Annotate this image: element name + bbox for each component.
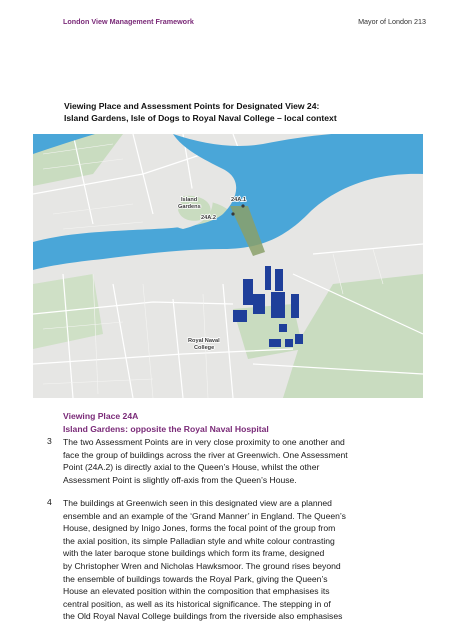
running-header-title: London View Management Framework (63, 17, 194, 26)
figure-title-line-1: Viewing Place and Assessment Points for Designated View 24: (64, 101, 320, 111)
map-graphic (33, 134, 423, 398)
local-context-map (33, 134, 423, 398)
map-label-gardens: Gardens (178, 204, 201, 210)
paragraph-line: face the group of buildings across the river at Greenwich. One Assessment (63, 449, 348, 460)
paragraph-line: The buildings at Greenwich seen in this designated view are a planned (63, 498, 332, 508)
assessment-point-24A1-marker (241, 204, 244, 207)
paragraph-line: ensemble and an example of the ‘Grand Manner’ in England. The Queen’s (63, 510, 346, 521)
paragraph-line: House, designed by Inigo Jones, forms the focal point of the group from (63, 523, 336, 534)
section-heading: Viewing Place 24A (63, 411, 139, 421)
map-label-college: College (194, 345, 215, 351)
paragraph-line: the ensemble of buildings towards the Royal Park, giving the Queen’s (63, 573, 328, 584)
paragraph-line: with the later baroque stone buildings which form its frame, designed (63, 548, 325, 559)
paragraph-number: 3 (47, 436, 52, 446)
map-label-24A2: 24A.2 (201, 215, 216, 221)
paragraph-line: the axial position, its simple Palladian style and white colour contrasting (63, 535, 335, 546)
paragraph-3 (63, 436, 425, 486)
paragraph-4 (63, 497, 425, 623)
map-label-24A1: 24A.1 (231, 197, 246, 203)
paragraph-line: by Christopher Wren and Nicholas Hawksmoor. The ground rises beyond (63, 560, 341, 571)
paragraph-line: The two Assessment Points are in very close proximity to one another and (63, 437, 345, 447)
paragraph-line: Point (24A.2) is directly axial to the Queen’s House, whilst the other (63, 462, 320, 473)
figure-title-line-2: Island Gardens, Isle of Dogs to Royal Naval College – local context (64, 113, 337, 123)
running-header-page: Mayor of London 213 (358, 17, 426, 26)
paragraph-line: House an elevated position within the composition that emphasises its (63, 586, 330, 597)
paragraph-line: the Old Royal Naval College buildings from the riverside also emphasises (63, 611, 343, 622)
assessment-point-24A2-marker (231, 212, 234, 215)
map-label-royal-naval: Royal Naval (188, 338, 220, 344)
paragraph-line: Assessment Point is slightly off-axis from the Queen’s House. (63, 474, 297, 485)
section-subheading: Island Gardens: opposite the Royal Naval Hospital (63, 424, 269, 434)
map-label-island: Island (181, 197, 198, 203)
paragraph-line: central position, as well as its historical significance. The stepping in of (63, 598, 331, 609)
paragraph-number: 4 (47, 497, 52, 507)
figure-title (64, 100, 394, 124)
